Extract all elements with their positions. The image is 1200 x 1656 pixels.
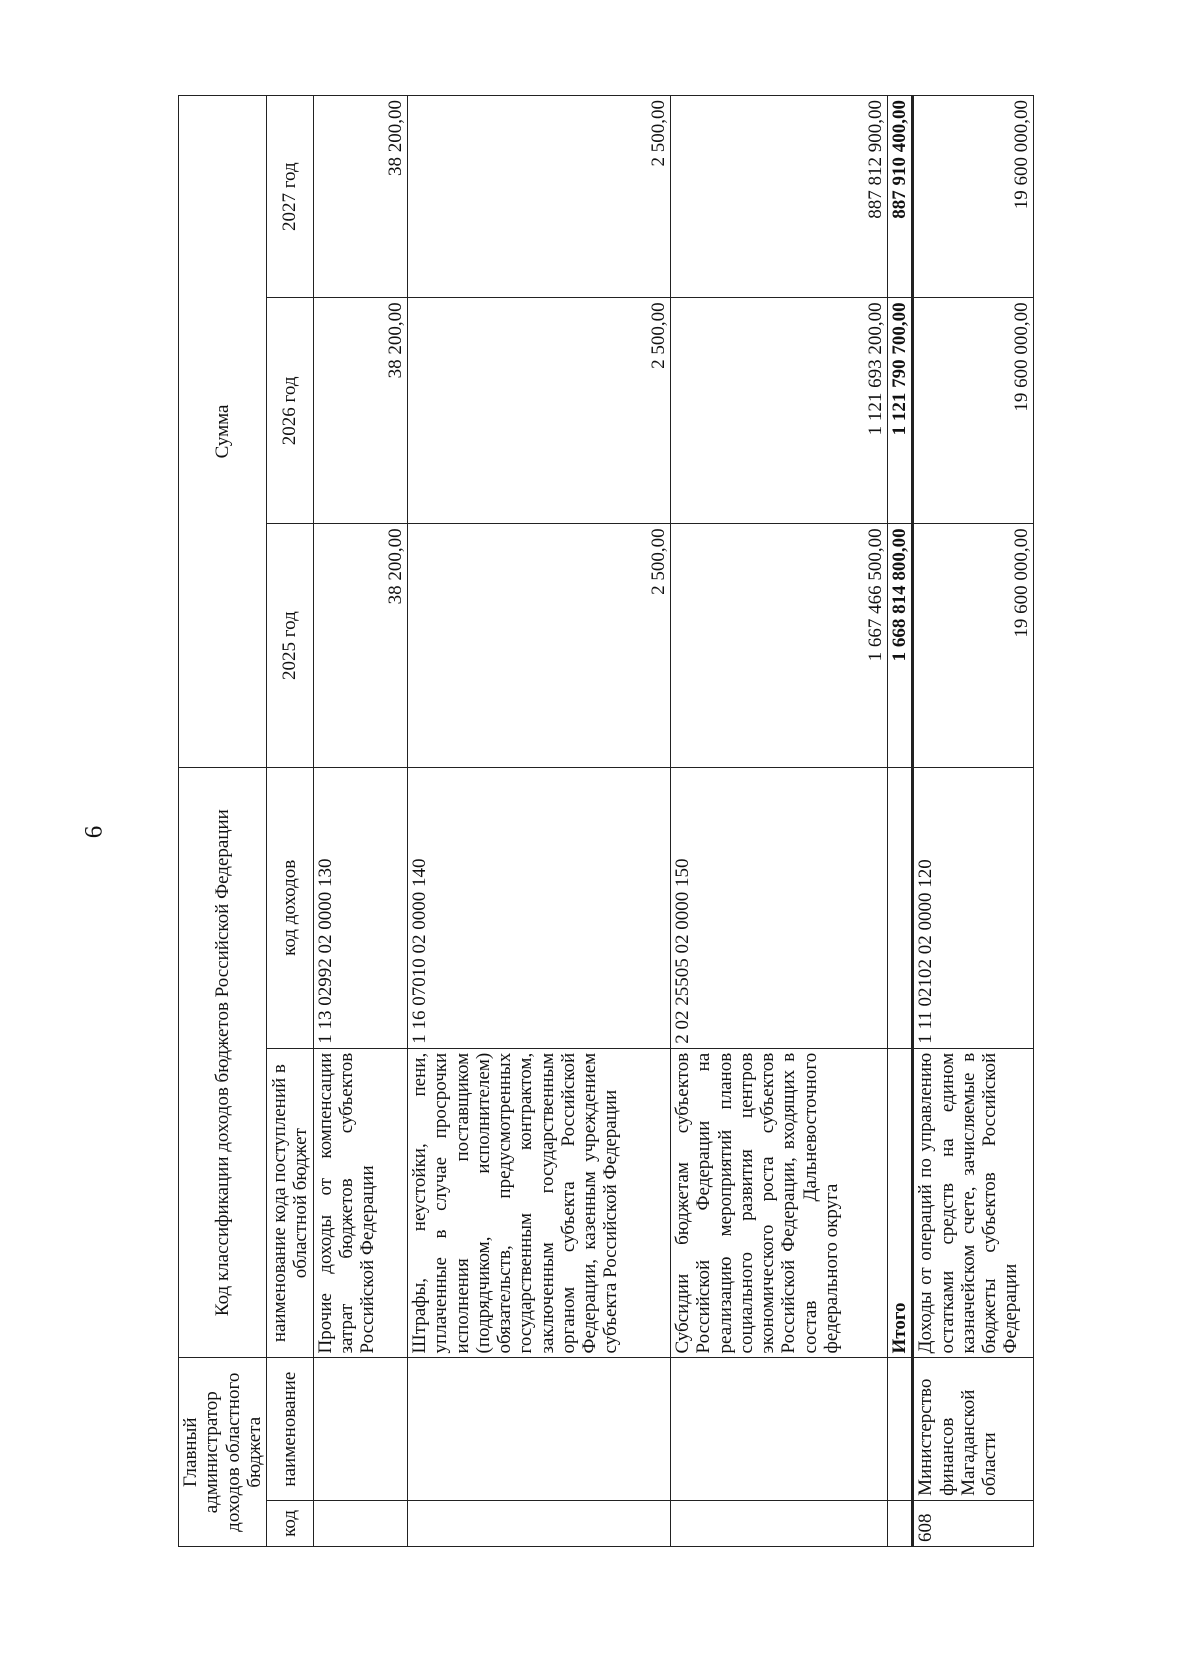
admin-code-cell bbox=[408, 1500, 671, 1546]
header-row-1 bbox=[179, 96, 267, 1547]
total-2025-cell: 1 668 814 800,00 bbox=[888, 524, 913, 767]
sum-2025-cell: 19 600 000,00 bbox=[913, 524, 1034, 767]
sum-2026-cell: 1 121 693 200,00 bbox=[671, 298, 888, 524]
sum-2025-cell: 2 500,00 bbox=[408, 524, 671, 767]
header-code: код bbox=[267, 1500, 313, 1546]
total-2027-cell: 887 910 400,00 bbox=[888, 96, 913, 298]
income-code-cell: 2 02 25505 02 0000 150 bbox=[671, 767, 888, 1048]
sum-2026-cell: 19 600 000,00 bbox=[913, 298, 1034, 524]
admin-code-cell bbox=[671, 1500, 888, 1546]
header-year-2025: 2025 год bbox=[267, 524, 313, 767]
total-row bbox=[888, 96, 913, 1547]
admin-code-cell: 608 bbox=[913, 1500, 1034, 1546]
header-year-2027: 2027 год bbox=[267, 96, 313, 298]
admin-name-cell bbox=[313, 1358, 407, 1500]
table-row bbox=[671, 96, 888, 1547]
header-income-code: код доходов bbox=[267, 767, 313, 1048]
income-code-cell: 1 16 07010 02 0000 140 bbox=[408, 767, 671, 1048]
header-income-name: наименование кода поступлений в областной бюджет bbox=[267, 1048, 313, 1358]
income-code-cell: 1 13 02992 02 0000 130 bbox=[313, 767, 407, 1048]
sum-2026-cell: 2 500,00 bbox=[408, 298, 671, 524]
header-admin-group: Главный администратор доходов областного бюджета bbox=[179, 1358, 267, 1547]
admin-name-cell bbox=[888, 1358, 913, 1500]
income-code-cell: 1 11 02102 02 0000 120 bbox=[913, 767, 1034, 1048]
income-code-cell bbox=[888, 767, 913, 1048]
sum-2026-cell: 38 200,00 bbox=[313, 298, 407, 524]
sum-2027-cell: 19 600 000,00 bbox=[913, 96, 1034, 298]
header-classification-group: Код классификации доходов бюджетов Российской Федерации bbox=[179, 767, 267, 1358]
income-name-cell: Доходы от операций по управлению остатками средств на едином казначейском счете, зачисляемые в бюджеты субъектов Российской Федерации bbox=[913, 1048, 1034, 1358]
sum-2027-cell: 2 500,00 bbox=[408, 96, 671, 298]
admin-code-cell bbox=[888, 1500, 913, 1546]
table-row bbox=[408, 96, 671, 1547]
header-name: наименование bbox=[267, 1358, 313, 1500]
admin-name-cell bbox=[408, 1358, 671, 1500]
header-sum-group: Сумма bbox=[179, 96, 267, 768]
sum-2025-cell: 1 667 466 500,00 bbox=[671, 524, 888, 767]
rotated-table-container bbox=[178, 95, 1034, 1547]
sum-2027-cell: 38 200,00 bbox=[313, 96, 407, 298]
income-table bbox=[178, 95, 1034, 1547]
header-year-2026: 2026 год bbox=[267, 298, 313, 524]
admin-code-cell bbox=[313, 1500, 407, 1546]
income-name-cell: Прочие доходы от компенсации затрат бюджетов субъектов Российской Федерации bbox=[313, 1048, 407, 1358]
header-row-2 bbox=[267, 96, 313, 1547]
income-name-cell: Штрафы, неустойки, пени, уплаченные в случае просрочки исполнения поставщиком (подрядчиком, исполнителем) обязательств, предусмотренных государственным контрактом, заключенным государственным органом субъекта Российской Федерации, казенным учреждением субъекта Российской Федерации bbox=[408, 1048, 671, 1358]
total-label-cell: Итого bbox=[888, 1048, 913, 1358]
total-2026-cell: 1 121 790 700,00 bbox=[888, 298, 913, 524]
admin-name-cell bbox=[671, 1358, 888, 1500]
page-number: 6 bbox=[80, 825, 108, 839]
income-name-cell: Субсидии бюджетам субъектов Российской Федерации на реализацию мероприятий планов социального развития центров экономического роста субъектов Российской Федерации, входящих в состав Дальневосточного федерального округа bbox=[671, 1048, 888, 1358]
sum-2025-cell: 38 200,00 bbox=[313, 524, 407, 767]
table-row bbox=[313, 96, 407, 1547]
table-row bbox=[913, 96, 1034, 1547]
sum-2027-cell: 887 812 900,00 bbox=[671, 96, 888, 298]
admin-name-cell: Министерство финансов Магаданской области bbox=[913, 1358, 1034, 1500]
